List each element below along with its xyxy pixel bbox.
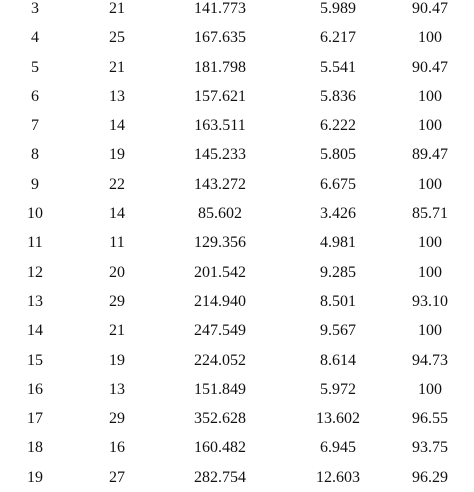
table-row	[0, 140, 474, 169]
table-cell-index: 6	[31, 87, 39, 105]
table-cell-index: 13	[27, 292, 43, 310]
table-cell-value-a: 145.233	[194, 146, 246, 164]
table-cell-count: 21	[109, 322, 125, 340]
table-row	[0, 170, 474, 199]
table-cell-count: 19	[109, 351, 125, 369]
table-cell-index: 17	[27, 410, 43, 428]
table-cell-value-b: 5.972	[320, 380, 356, 398]
table-cell-value-b: 9.567	[320, 322, 356, 340]
table-row	[0, 258, 474, 287]
table-cell-index: 8	[31, 146, 39, 164]
table-cell-value-a: 143.272	[194, 175, 246, 193]
table-cell-index: 18	[27, 439, 43, 457]
table-cell-index: 10	[27, 205, 43, 223]
table-cell-value-b: 4.981	[320, 234, 356, 252]
table-cell-percent: 100	[418, 117, 442, 135]
table-cell-value-b: 6.217	[320, 29, 356, 47]
table-row	[0, 287, 474, 316]
table-cell-value-b: 6.222	[320, 117, 356, 135]
table-cell-percent: 100	[418, 175, 442, 193]
table-cell-value-b: 8.614	[320, 351, 356, 369]
table-cell-value-a: 224.052	[194, 351, 246, 369]
table-cell-count: 25	[109, 29, 125, 47]
table-cell-count: 11	[109, 234, 125, 252]
table-cell-value-a: 247.549	[194, 322, 246, 340]
table-cell-value-b: 3.426	[320, 205, 356, 223]
table-cell-percent: 100	[418, 263, 442, 281]
table-cell-value-b: 12.603	[316, 468, 360, 486]
table-row	[0, 433, 474, 462]
table-cell-index: 3	[31, 0, 39, 17]
table-row	[0, 199, 474, 228]
table-row	[0, 346, 474, 375]
table-cell-value-b: 6.675	[320, 175, 356, 193]
table-cell-percent: 96.29	[412, 468, 448, 486]
table-cell-count: 21	[109, 0, 125, 17]
table-cell-value-a: 163.511	[194, 117, 246, 135]
table-cell-index: 4	[31, 29, 39, 47]
table-cell-percent: 90.47	[412, 0, 448, 17]
table-cell-percent: 100	[418, 29, 442, 47]
table-row	[0, 463, 474, 492]
table-row	[0, 404, 474, 433]
table-cell-percent: 100	[418, 322, 442, 340]
table-cell-percent: 94.73	[412, 351, 448, 369]
table-cell-percent: 89.47	[412, 146, 448, 164]
table-row	[0, 375, 474, 404]
table-cell-value-a: 157.621	[194, 87, 246, 105]
table-cell-percent: 100	[418, 234, 442, 252]
table-cell-value-a: 352.628	[194, 410, 246, 428]
table-cell-index: 15	[27, 351, 43, 369]
table-row	[0, 228, 474, 257]
table-cell-value-a: 151.849	[194, 380, 246, 398]
table-cell-value-a: 85.602	[198, 205, 242, 223]
table-cell-value-b: 5.541	[320, 58, 356, 76]
table-cell-percent: 93.75	[412, 439, 448, 457]
table-row	[0, 111, 474, 140]
table-row	[0, 53, 474, 82]
table-cell-count: 29	[109, 410, 125, 428]
table-cell-count: 19	[109, 146, 125, 164]
table-cell-percent: 90.47	[412, 58, 448, 76]
table-cell-value-b: 8.501	[320, 292, 356, 310]
table-cell-value-a: 129.356	[194, 234, 246, 252]
table-cell-index: 5	[31, 58, 39, 76]
table-cell-index: 11	[27, 234, 43, 252]
table-cell-count: 13	[109, 87, 125, 105]
table-cell-value-a: 141.773	[194, 0, 246, 17]
table-cell-value-a: 201.542	[194, 263, 246, 281]
table-cell-value-b: 5.836	[320, 87, 356, 105]
table-cell-count: 14	[109, 117, 125, 135]
table-cell-index: 7	[31, 117, 39, 135]
table-cell-value-a: 282.754	[194, 468, 246, 486]
table-cell-value-a: 160.482	[194, 439, 246, 457]
table-cell-value-b: 5.805	[320, 146, 356, 164]
table-cell-percent: 85.71	[412, 205, 448, 223]
table-cell-count: 20	[109, 263, 125, 281]
table-row	[0, 82, 474, 111]
table-cell-index: 9	[31, 175, 39, 193]
table-cell-value-a: 214.940	[194, 292, 246, 310]
table-cell-value-b: 6.945	[320, 439, 356, 457]
table-cell-percent: 93.10	[412, 292, 448, 310]
table-cell-count: 22	[109, 175, 125, 193]
table-row	[0, 0, 474, 23]
table-cell-index: 19	[27, 468, 43, 486]
table-cell-percent: 96.55	[412, 410, 448, 428]
table-cell-index: 16	[27, 380, 43, 398]
table-cell-value-b: 13.602	[316, 410, 360, 428]
table-cell-percent: 100	[418, 380, 442, 398]
table-cell-count: 29	[109, 292, 125, 310]
table-cell-count: 16	[109, 439, 125, 457]
table-cell-value-a: 181.798	[194, 58, 246, 76]
table-row	[0, 316, 474, 345]
table-cell-index: 12	[27, 263, 43, 281]
table-cell-percent: 100	[418, 87, 442, 105]
table-cell-count: 14	[109, 205, 125, 223]
table-cell-value-b: 5.989	[320, 0, 356, 17]
table-row	[0, 23, 474, 52]
table-cell-count: 27	[109, 468, 125, 486]
table-cell-count: 21	[109, 58, 125, 76]
table-cell-index: 14	[27, 322, 43, 340]
table-cell-value-a: 167.635	[194, 29, 246, 47]
table-cell-count: 13	[109, 380, 125, 398]
table-cell-value-b: 9.285	[320, 263, 356, 281]
